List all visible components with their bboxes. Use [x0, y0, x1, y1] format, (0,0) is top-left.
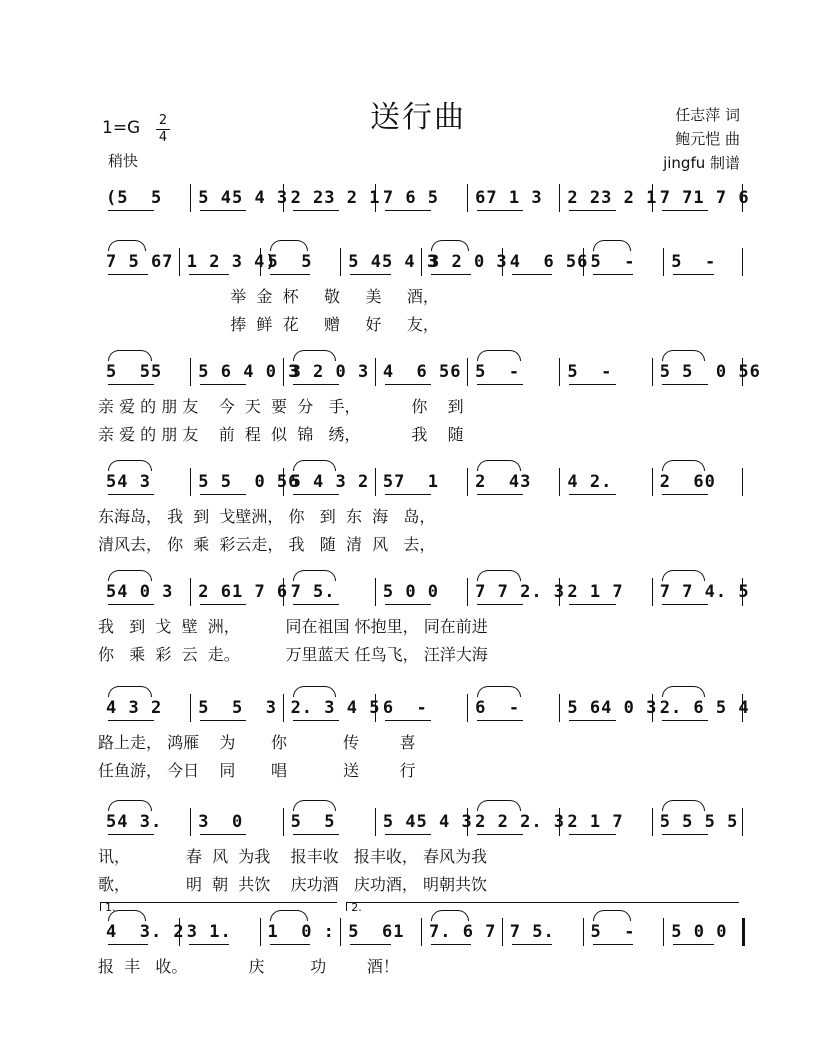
lyric-line: 你 乘 彩 云 走。 万里蓝天 任鸟飞， 汪洋大海 [98, 645, 488, 664]
notes-line [98, 694, 750, 724]
slur [662, 570, 706, 581]
transcriber-credit: jingfu 制谱 [663, 154, 740, 172]
measure: 4 6 56 [509, 252, 589, 272]
barline [190, 808, 191, 836]
measure: 5 - [567, 362, 613, 382]
rhythm-underline [477, 834, 523, 835]
rhythm-underline [569, 604, 615, 605]
second-ending-bracket [346, 901, 739, 914]
rhythm-underline [569, 834, 615, 835]
rhythm-underline [477, 384, 523, 385]
rhythm-underline [385, 384, 431, 385]
measure: 7 5 67 [106, 252, 174, 272]
barline [340, 248, 341, 276]
rhythm-underline [673, 944, 713, 945]
rhythm-underline [662, 834, 708, 835]
measure: 5 - [590, 252, 636, 272]
barline [179, 248, 180, 276]
slur [270, 910, 308, 921]
measure: 54 3 [106, 472, 151, 492]
barline-end [742, 808, 743, 836]
barline [375, 578, 376, 606]
barline [559, 468, 560, 496]
rhythm-underline [200, 210, 246, 211]
rhythm-underline [350, 274, 390, 275]
notes-line [98, 358, 761, 388]
slur [662, 460, 706, 471]
rhythm-underline [200, 604, 246, 605]
barline [375, 184, 376, 212]
lyric-line: 讯， 春 风 为我 报丰收 报丰收， 春风为我 [98, 847, 487, 866]
barline [559, 578, 560, 606]
barline-end [742, 918, 745, 946]
slur [293, 800, 337, 811]
notes-line [98, 248, 744, 278]
measure: 7 5. [509, 922, 555, 942]
measure: 3 2 0 3 [429, 252, 508, 272]
rhythm-underline [189, 944, 229, 945]
barline [652, 468, 653, 496]
barline [260, 248, 261, 276]
barline [583, 918, 584, 946]
barline [502, 248, 503, 276]
rhythm-underline [569, 494, 615, 495]
barline-end [742, 358, 743, 386]
notes-line [98, 578, 750, 608]
rhythm-underline [270, 274, 310, 275]
barline [467, 358, 468, 386]
rhythm-underline [200, 834, 246, 835]
slur [477, 460, 521, 471]
barline [467, 694, 468, 722]
barline [190, 694, 191, 722]
measure: 2 2 2. 3 [475, 812, 566, 832]
rhythm-underline [200, 720, 246, 721]
key-signature: 1=G [102, 118, 141, 138]
barline [283, 468, 284, 496]
barline [663, 918, 664, 946]
measure: 5 5 0 56 [198, 472, 300, 492]
lyric-line: 亲 爱 的 朋 友 今 天 要 分 手， 你 到 [98, 397, 464, 416]
rhythm-underline [385, 210, 431, 211]
song-title: 送行曲 [370, 100, 466, 135]
barline [190, 184, 191, 212]
barline-end [742, 468, 743, 496]
rhythm-underline [569, 720, 615, 721]
time-denominator: 4 [158, 130, 168, 145]
measure: 2 1 7 [567, 812, 624, 832]
measure: 4 6 56 [382, 362, 462, 382]
rhythm-underline [673, 274, 713, 275]
measure: 5 4 3 2 [290, 472, 370, 492]
measure: 1 0 : [267, 922, 335, 942]
rhythm-underline [385, 494, 431, 495]
barline [375, 468, 376, 496]
rhythm-underline [108, 834, 154, 835]
measure: 57 1 [382, 472, 440, 492]
rhythm-underline [293, 604, 339, 605]
barline [421, 248, 422, 276]
first-ending-label: 1. [105, 901, 116, 914]
measure: 5 64 0 3 [567, 698, 658, 718]
measure: 7 6 5 [382, 188, 440, 208]
slur [270, 240, 308, 251]
measure: 2. 3 4 5 [290, 698, 381, 718]
rhythm-underline [662, 494, 708, 495]
measure: 5 6 4 0 3 [198, 362, 300, 382]
barline [260, 918, 261, 946]
measure: 5 45 4 3 [198, 188, 289, 208]
measure: 7. 6 7 [429, 922, 497, 942]
slur [477, 800, 521, 811]
measure: 5 5 0 56 [659, 362, 761, 382]
rhythm-underline [385, 604, 431, 605]
measure: 54 3. [106, 812, 163, 832]
rhythm-underline [385, 720, 431, 721]
measure: 5 55 [106, 362, 163, 382]
lyric-line: 报 丰 收。 庆 功 酒！ [98, 957, 399, 976]
rhythm-underline [477, 210, 523, 211]
notes-line [98, 184, 750, 214]
barline [283, 358, 284, 386]
measure: 5 - [590, 922, 636, 942]
barline [663, 248, 664, 276]
lyric-line: 举 金 杯 敬 美 酒， [98, 287, 439, 306]
slur [662, 800, 706, 811]
measure: 4 2. [567, 472, 613, 492]
barline [559, 694, 560, 722]
rhythm-underline [662, 210, 708, 211]
notes-line [98, 468, 744, 498]
barline [467, 808, 468, 836]
tempo-marking: 稍快 [108, 152, 139, 170]
rhythm-underline [477, 494, 523, 495]
slur [108, 686, 152, 697]
slur [431, 910, 469, 921]
rhythm-underline [385, 834, 431, 835]
rhythm-underline [108, 494, 154, 495]
barline [652, 808, 653, 836]
measure: 3 0 [198, 812, 244, 832]
barline [502, 918, 503, 946]
measure: 2. 6 5 4 [659, 698, 750, 718]
rhythm-underline [569, 384, 615, 385]
rhythm-underline [293, 494, 339, 495]
barline [467, 184, 468, 212]
measure: 2 61 7 6 [198, 582, 289, 602]
time-signature [156, 114, 170, 145]
lyric-line: 任鱼游， 今日 同 唱 送 行 [98, 761, 416, 780]
measure: 6 - [475, 698, 521, 718]
measure: 7 71 7 6 [659, 188, 750, 208]
rhythm-underline [293, 384, 339, 385]
barline [283, 184, 284, 212]
rhythm-underline [350, 944, 390, 945]
slur [293, 686, 337, 697]
lyric-line: 歌， 明 朝 共饮 庆功酒 庆功酒， 明朝共饮 [98, 875, 487, 894]
rhythm-underline [108, 274, 148, 275]
rhythm-underline [431, 274, 471, 275]
rhythm-underline [512, 274, 552, 275]
barline [340, 918, 341, 946]
rhythm-underline [108, 720, 154, 721]
measure: 5 0 0 [671, 922, 728, 942]
measure: 2 60 [659, 472, 716, 492]
time-numerator: 2 [158, 113, 168, 128]
barline [559, 358, 560, 386]
measure: 7 7 2. 3 [475, 582, 566, 602]
measure: 5 0 0 [382, 582, 440, 602]
measure: 5 5 [267, 252, 313, 272]
measure: 6 - [382, 698, 428, 718]
barline [283, 578, 284, 606]
rhythm-underline [200, 384, 246, 385]
barline [467, 468, 468, 496]
measure: 2 43 [475, 472, 532, 492]
slur [477, 350, 521, 361]
slur [431, 240, 469, 251]
lyricist-credit: 任志萍 词 [675, 106, 740, 124]
barline [190, 358, 191, 386]
measure: 7 7 4. 5 [659, 582, 750, 602]
barline [652, 694, 653, 722]
rhythm-underline [293, 210, 339, 211]
measure: 5 45 4 3 [348, 252, 439, 272]
barline-end [742, 694, 743, 722]
measure: 5 5 3 [198, 698, 277, 718]
barline [559, 808, 560, 836]
composer-credit: 鲍元恺 曲 [675, 130, 740, 148]
measure: 2 23 2 1 [567, 188, 658, 208]
rhythm-underline [431, 944, 471, 945]
rhythm-underline [189, 274, 229, 275]
barline [652, 184, 653, 212]
measure: 5 5 [290, 812, 336, 832]
barline [190, 468, 191, 496]
rhythm-underline [593, 944, 633, 945]
slur [293, 570, 337, 581]
lyric-line: 捧 鲜 花 赠 好 友， [98, 315, 439, 334]
second-ending-label: 2. [351, 901, 362, 914]
barline [190, 578, 191, 606]
barline [283, 808, 284, 836]
measure: 67 1 3 [475, 188, 543, 208]
lyric-line: 我 到 戈 壁 洲， 同在祖国 怀抱里， 同在前进 [98, 617, 488, 636]
barline [179, 918, 180, 946]
measure: 3 1. [186, 922, 232, 942]
barline-end [742, 578, 743, 606]
barline [583, 248, 584, 276]
slur [477, 570, 521, 581]
measure: 4 3. 2 [106, 922, 185, 942]
barline-end [742, 248, 743, 276]
measure: 4 3 2 [106, 698, 163, 718]
slur [293, 460, 337, 471]
barline [652, 358, 653, 386]
measure: 1 2 3 4) [186, 252, 277, 272]
lyric-line: 清风去， 你 乘 彩云走， 我 随 清 风 去， [98, 535, 436, 554]
measure: 5 - [475, 362, 521, 382]
slur [477, 686, 521, 697]
measure: 5 - [671, 252, 717, 272]
rhythm-underline [477, 720, 523, 721]
slur [108, 570, 152, 581]
lyric-line: 亲 爱 的 朋 友 前 程 似 锦 绣， 我 随 [98, 425, 464, 444]
rhythm-underline [662, 604, 708, 605]
slur [108, 240, 146, 251]
rhythm-underline [593, 274, 633, 275]
rhythm-underline [293, 834, 339, 835]
notes-line [98, 808, 744, 838]
slur [662, 686, 706, 697]
rhythm-underline [108, 210, 154, 211]
rhythm-underline [108, 604, 154, 605]
rhythm-underline [662, 384, 708, 385]
measure: 2 23 2 1 [290, 188, 381, 208]
measure: 5 45 4 3 [382, 812, 473, 832]
slur [108, 350, 152, 361]
measure: 7 5. [290, 582, 336, 602]
rhythm-underline [270, 944, 310, 945]
rhythm-underline [108, 384, 154, 385]
lyric-line: 路上走， 鸿雁 为 你 传 喜 [98, 733, 416, 752]
rhythm-underline [569, 210, 615, 211]
barline-end [742, 184, 743, 212]
measure: 3 2 0 3 [290, 362, 370, 382]
rhythm-underline [108, 944, 148, 945]
measure: 2 1 7 [567, 582, 624, 602]
slur [593, 910, 631, 921]
rhythm-underline [512, 944, 552, 945]
barline [559, 184, 560, 212]
barline [375, 358, 376, 386]
measure: 5 61 [348, 922, 405, 942]
rhythm-underline [200, 494, 246, 495]
measure: 5 5 5 5 [659, 812, 739, 832]
slur [662, 350, 706, 361]
rhythm-underline [477, 604, 523, 605]
notes-line [98, 918, 744, 948]
rhythm-underline [293, 720, 339, 721]
lyric-line: 东海岛， 我 到 戈壁洲， 你 到 东 海 岛， [98, 507, 436, 526]
barline [652, 578, 653, 606]
slur [293, 350, 337, 361]
slur [593, 240, 631, 251]
measure: 54 0 3 [106, 582, 174, 602]
slur [108, 800, 152, 811]
barline [375, 694, 376, 722]
barline [375, 808, 376, 836]
measure: (5 5 [106, 188, 163, 208]
barline [421, 918, 422, 946]
first-ending-bracket [100, 901, 337, 914]
barline [283, 694, 284, 722]
barline [467, 578, 468, 606]
rhythm-underline [662, 720, 708, 721]
slur [108, 460, 152, 471]
